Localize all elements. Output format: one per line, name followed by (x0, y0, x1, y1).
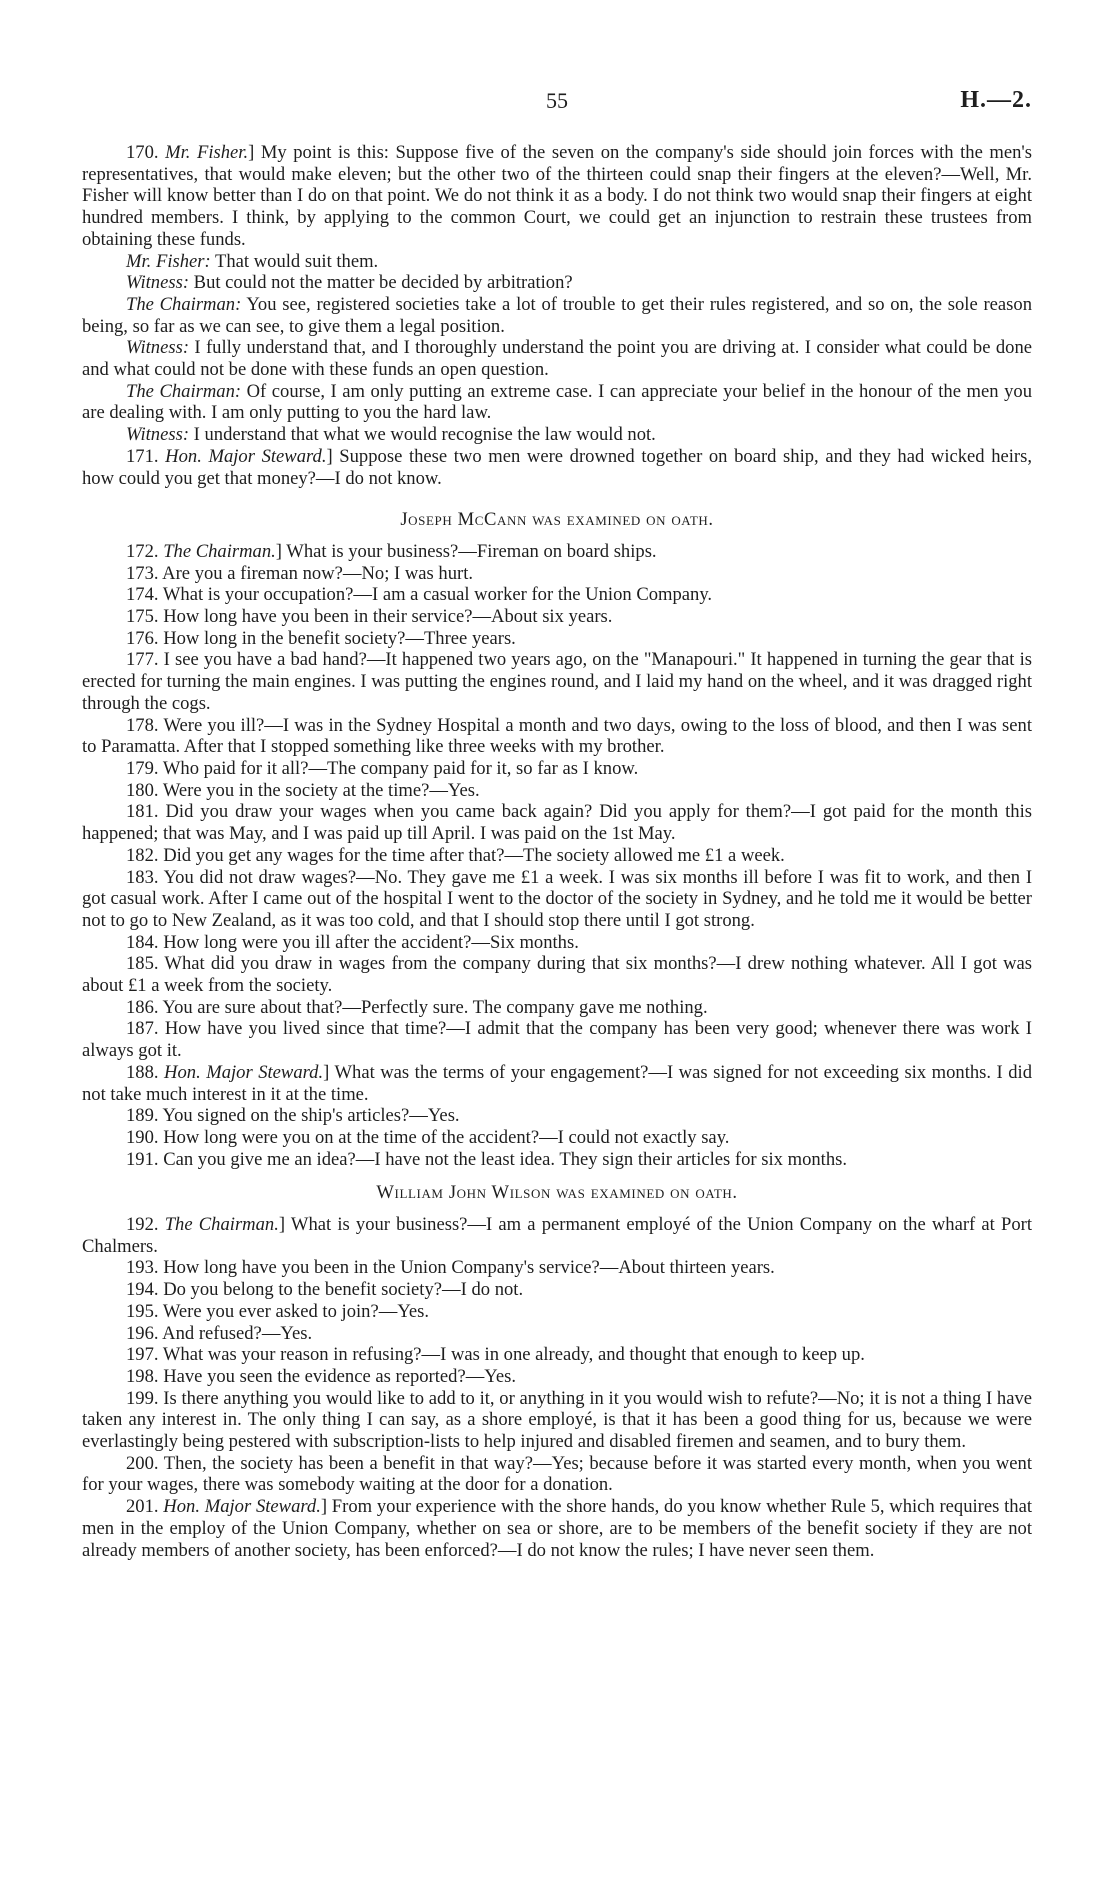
testimony-paragraph (82, 337, 1032, 380)
testimony-section-2 (82, 541, 1032, 1170)
testimony-paragraph (82, 1323, 1032, 1345)
testimony-paragraph (82, 251, 1032, 273)
question-number: 181. (126, 801, 166, 823)
page-number: 55 (546, 88, 568, 113)
question-number: 182. (126, 844, 164, 866)
question-number: 177. (126, 649, 164, 671)
testimony-paragraph (82, 1496, 1032, 1561)
question-number: 188. (126, 1061, 165, 1083)
testimony-paragraph (82, 1062, 1032, 1105)
testimony-paragraph (82, 541, 1032, 563)
testimony-text: How long have you been in their service?—About six years. (163, 606, 613, 628)
testimony-text: Were you ill?—I was in the Sydney Hospital a month and two days, owing to the loss of blood, and then I was sent to Paramatta. After that I stopped something like three weeks with my brother. (82, 714, 1032, 758)
question-number: 193. (126, 1257, 164, 1279)
testimony-text: I understand that what we would recognise the law would not. (189, 424, 656, 446)
testimony-paragraph (82, 867, 1032, 932)
question-number: 172. (126, 540, 164, 562)
testimony-text: ] Suppose these two men were drowned together on board ship, and they had wicked heirs, how could you get that money?—I do not know. (82, 445, 1033, 489)
testimony-text: You are sure about that?—Perfectly sure. The company gave me nothing. (162, 996, 708, 1018)
question-number: 171. (126, 445, 166, 467)
testimony-paragraph (82, 780, 1032, 802)
page-header (82, 88, 1032, 130)
testimony-text: ] My point is this: Suppose five of the seven on the company's side should join forces with the men's representatives, that would make eleven; but the other two of the thirteen could snap their fingers at the eleven?—Well, Mr. Fisher will know better than I do on that point. We do not think it as a body. I do not think two would snap their fingers at eight hundred members. I think, by applying to the common Court, we could get an injunction to restrain these trustees from obtaining these funds. (82, 142, 1032, 250)
question-number: 183. (126, 866, 164, 888)
testimony-paragraph (82, 1214, 1032, 1257)
speaker-name: Mr. Fisher. (165, 142, 249, 163)
question-number: 199. (126, 1387, 164, 1409)
speaker-name: The Chairman. (164, 1214, 279, 1236)
testimony-text: You did not draw wages?—No. They gave me £1 a week. I was six months ill before I was fit to work, and then I got casual work. After I came out of the hospital I went to the doctor of the society in Sydney, and he told me it would be better not to go to New Zealand, as it was too cold, and that I should stop there until I got strong. (82, 866, 1033, 931)
speaker-name: The Chairman: (126, 293, 242, 315)
testimony-paragraph (82, 1257, 1032, 1279)
question-number: 170. (126, 142, 166, 163)
testimony-paragraph (82, 1149, 1032, 1171)
testimony-text: Of course, I am only putting an extreme case. I can appreciate your belief in the honour of the men you are dealing with. I am only putting to you the hard law. (82, 380, 1032, 424)
testimony-paragraph (82, 1366, 1032, 1388)
testimony-text: Can you give me an idea?—I have not the least idea. They sign their articles for six months. (163, 1148, 848, 1170)
question-number: 194. (126, 1279, 164, 1301)
testimony-paragraph (82, 584, 1032, 606)
testimony-paragraph (82, 1388, 1032, 1453)
testimony-paragraph (82, 606, 1032, 628)
speaker-name: Mr. Fisher: (126, 250, 211, 272)
testimony-paragraph (82, 1105, 1032, 1127)
testimony-paragraph (82, 1018, 1032, 1061)
witness-heading-mccann: Joseph McCann was examined on oath. (400, 509, 714, 531)
testimony-paragraph (82, 1301, 1032, 1323)
testimony-text: I fully understand that, and I thoroughly understand the point you are driving at. I consider what could be done and what could not be done with these funds an open question. (82, 337, 1032, 381)
testimony-text: How long have you been in the Union Company's service?—About thirteen years. (163, 1257, 775, 1279)
testimony-paragraph (82, 381, 1032, 424)
testimony-text: ] From your experience with the shore hands, do you know whether Rule 5, which requires that men in the employ of the Union Company, whether on sea or shore, are to be members of the benefit society if they are not already members of another society, has been enforced?—I do not know the rules; I have never seen them. (82, 1496, 1032, 1561)
question-number: 174. (126, 584, 163, 606)
testimony-paragraph (82, 1344, 1032, 1366)
testimony-paragraph (82, 715, 1032, 758)
question-number: 187. (126, 1018, 165, 1040)
question-number: 201. (126, 1496, 164, 1518)
testimony-text: ] What is your business?—Fireman on board ships. (275, 540, 657, 562)
question-number: 196. (126, 1322, 163, 1344)
testimony-text: You signed on the ship's articles?—Yes. (162, 1105, 460, 1127)
speaker-name: Witness: (126, 337, 190, 359)
testimony-text: And refused?—Yes. (162, 1322, 313, 1344)
testimony-paragraph (82, 1453, 1032, 1496)
speaker-name: Hon. Major Steward. (163, 1496, 321, 1518)
testimony-paragraph (82, 649, 1032, 714)
question-number: 176. (126, 627, 164, 649)
question-number: 186. (126, 996, 163, 1018)
testimony-paragraph (82, 446, 1032, 489)
question-number: 191. (126, 1148, 164, 1170)
speaker-name: Witness: (126, 272, 190, 294)
testimony-paragraph (82, 1127, 1032, 1149)
speaker-name: Hon. Major Steward. (165, 445, 327, 467)
testimony-text: Do you belong to the benefit society?—I do not. (163, 1279, 524, 1301)
question-number: 192. (126, 1214, 165, 1236)
question-number: 195. (126, 1300, 163, 1322)
testimony-section-1 (82, 142, 1032, 489)
speaker-name: Hon. Major Steward. (164, 1061, 324, 1083)
testimony-section-3 (82, 1214, 1032, 1561)
witness-heading-wilson: William John Wilson was examined on oath. (376, 1182, 738, 1204)
testimony-paragraph (82, 563, 1032, 585)
question-number: 198. (126, 1365, 164, 1387)
testimony-paragraph (82, 845, 1032, 867)
question-number: 178. (126, 714, 164, 736)
question-number: 190. (126, 1126, 164, 1148)
testimony-text: I see you have a bad hand?—It happened two years ago, on the "Manapouri." It happened in turning the gear that is erected for turning the main engines. I was putting the engines round, and I laid my hand on the wheel, and it was dragged right through the cogs. (82, 649, 1033, 714)
speaker-name: The Chairman. (163, 540, 276, 562)
testimony-text: Are you a fireman now?—No; I was hurt. (162, 562, 474, 584)
testimony-text: How long in the benefit society?—Three years. (163, 627, 516, 649)
testimony-text: How have you lived since that time?—I admit that the company has been very good; whenever there was work I always got it. (82, 1018, 1032, 1062)
question-number: 197. (126, 1344, 163, 1366)
question-number: 173. (126, 562, 163, 584)
testimony-paragraph (82, 801, 1032, 844)
testimony-text: Did you draw your wages when you came back again? Did you apply for them?—I got paid for the month this happened; that was May, and I was paid up till April. I was paid on the 1st May. (82, 801, 1033, 845)
question-number: 185. (126, 953, 165, 975)
testimony-paragraph (82, 628, 1032, 650)
question-number: 184. (126, 931, 164, 953)
question-number: 179. (126, 757, 163, 779)
testimony-paragraph (82, 997, 1032, 1019)
question-number: 189. (126, 1105, 163, 1127)
testimony-text: What was your reason in refusing?—I was in one already, and thought that enough to keep up. (162, 1344, 865, 1366)
question-number: 175. (126, 606, 164, 628)
testimony-text: ] What was the terms of your engagement?—I was signed for not exceeding six months. I did not take much interest in it at the time. (82, 1061, 1033, 1105)
speaker-name: The Chairman: (126, 380, 242, 402)
testimony-text: What did you draw in wages from the company during that six months?—I drew nothing whatever. All I got was about £1 a week from the society. (82, 953, 1032, 997)
testimony-text: What is your occupation?—I am a casual worker for the Union Company. (162, 584, 713, 606)
testimony-text: Then, the society has been a benefit in that way?—Yes; because before it was started every month, when you went for your wages, there was somebody waiting at the door for a donation. (82, 1452, 1032, 1496)
question-number: 200. (126, 1452, 164, 1474)
testimony-paragraph (82, 1279, 1032, 1301)
document-code: H.—2. (960, 87, 1032, 113)
testimony-paragraph (82, 758, 1032, 780)
testimony-text: How long were you ill after the accident?—Six months. (163, 931, 579, 953)
question-number: 180. (126, 779, 163, 801)
testimony-text: Were you ever asked to join?—Yes. (162, 1300, 430, 1322)
testimony-text: But could not the matter be decided by arbitration? (189, 272, 573, 294)
testimony-text: How long were you on at the time of the accident?—I could not exactly say. (163, 1126, 730, 1148)
testimony-paragraph (82, 953, 1032, 996)
testimony-paragraph (82, 272, 1032, 294)
document-page (82, 88, 1032, 1561)
testimony-text: ] What is your business?—I am a permanent employé of the Union Company on the wharf at Port Chalmers. (82, 1214, 1033, 1257)
testimony-text: Have you seen the evidence as reported?—Yes. (163, 1365, 517, 1387)
testimony-paragraph (82, 294, 1032, 337)
testimony-text: You see, registered societies take a lot of trouble to get their rules registered, and so on, the sole reason being, so far as we can see, to give them a legal position. (82, 293, 1033, 337)
testimony-paragraph (82, 932, 1032, 954)
testimony-text: Is there anything you would like to add to it, or anything in it you would wish to refute?—No; it is not a thing I have taken any interest in. The only thing I can say, as a shore employé, is that it has been a good thing for us, because we were everlastingly being pestered with subscription-lists to help injured and disabled firemen and seamen, and to bury them. (82, 1387, 1033, 1453)
testimony-paragraph (82, 424, 1032, 446)
speaker-name: Witness: (126, 424, 190, 446)
testimony-paragraph (82, 142, 1032, 251)
testimony-text: Did you get any wages for the time after that?—The society allowed me £1 a week. (163, 844, 785, 866)
testimony-text: Were you in the society at the time?—Yes. (162, 779, 480, 801)
testimony-text: Who paid for it all?—The company paid for it, so far as I know. (162, 757, 639, 779)
testimony-text: That would suit them. (210, 250, 379, 272)
